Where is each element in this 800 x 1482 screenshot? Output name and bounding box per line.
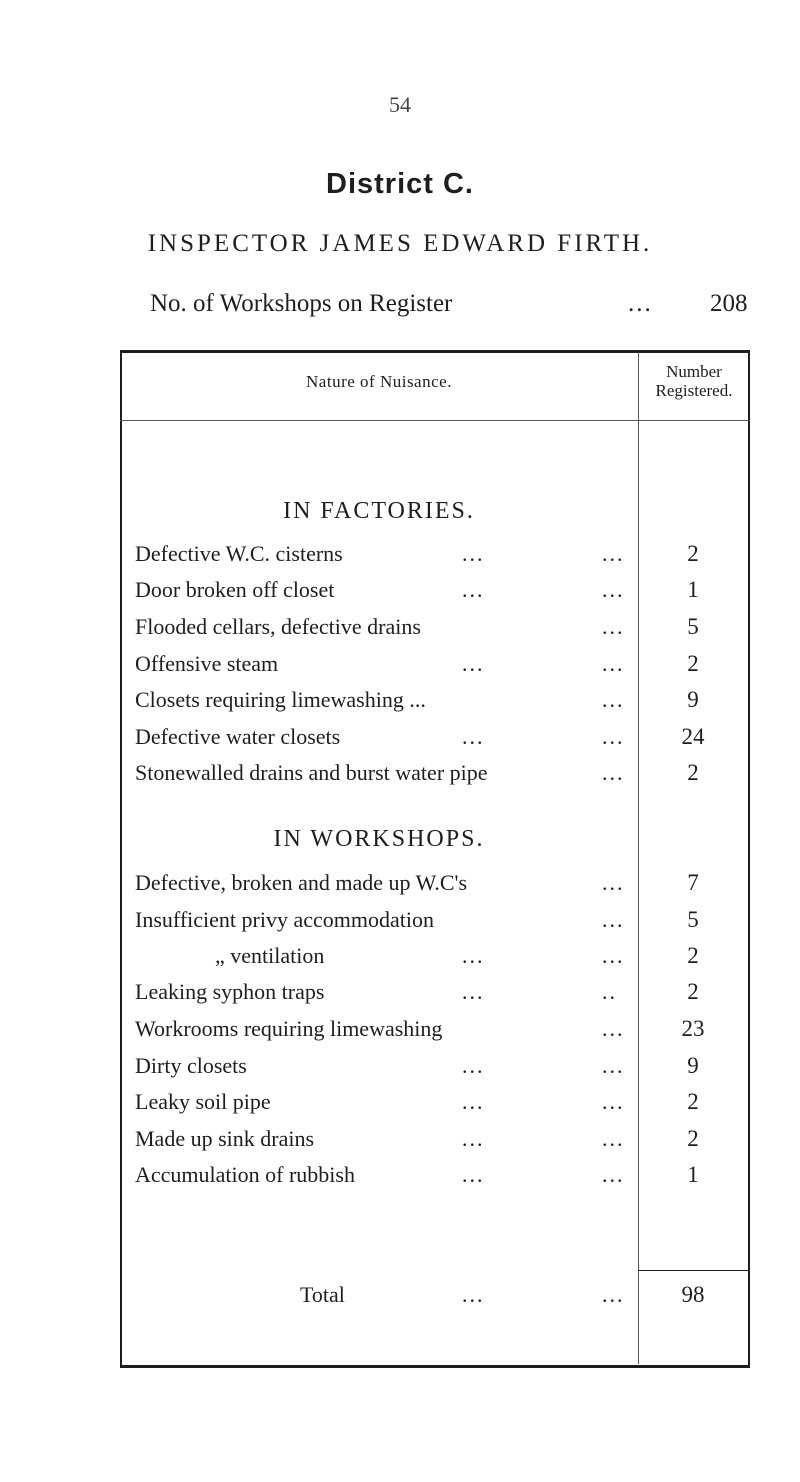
leader-dots: ... <box>602 614 625 639</box>
table-row <box>120 870 750 906</box>
total-value: 98 <box>681 1282 705 1307</box>
nuisance-name: Defective W.C. cisterns <box>135 541 343 566</box>
register-value: 208 <box>710 290 748 317</box>
leader-dots: .. <box>602 979 617 1004</box>
header-separator <box>120 420 750 421</box>
nuisance-name: Defective water closets <box>135 724 341 749</box>
column-header-number-line1: Number <box>666 362 722 381</box>
total-row <box>120 1282 750 1318</box>
leader-dots: ... <box>602 1282 625 1307</box>
page-number: 54 <box>389 92 411 117</box>
nuisance-name: Door broken off closet <box>135 577 335 602</box>
section-title-factories: IN FACTORIES. <box>283 498 475 524</box>
nuisance-count: 5 <box>687 907 699 932</box>
nuisance-name: „ ventilation <box>215 943 325 968</box>
leader-dots: ... <box>602 907 625 932</box>
nuisance-count: 9 <box>687 687 699 712</box>
leader-dots: ... <box>462 1282 485 1307</box>
nuisance-count: 2 <box>687 1089 699 1114</box>
table-row <box>120 1053 750 1089</box>
nuisance-name: Leaky soil pipe <box>135 1089 271 1114</box>
leader-dots: ... <box>462 651 485 676</box>
leader-dots: ... <box>462 1053 485 1078</box>
nuisance-count: 5 <box>687 614 699 639</box>
leader-dots: ... <box>602 1016 625 1041</box>
column-header-nature: Nature of Nuisance. <box>306 372 452 391</box>
nuisance-count: 2 <box>687 943 699 968</box>
leader-dots: ... <box>602 943 625 968</box>
nuisance-name: Closets requiring limewashing ... <box>135 687 426 712</box>
leader-dots: ... <box>602 651 625 676</box>
nuisance-count: 7 <box>687 870 699 895</box>
nuisance-name: Stonewalled drains and burst water pipe <box>135 760 488 785</box>
nuisance-name: Insufficient privy accommodation <box>135 907 434 932</box>
leader-dots: ... <box>602 870 625 895</box>
table-row <box>120 541 750 577</box>
leader-dots: ... <box>602 1126 625 1151</box>
table-row <box>120 687 750 723</box>
nuisance-count: 9 <box>687 1053 699 1078</box>
nuisance-name: Offensive steam <box>135 651 279 676</box>
leader-dots: ... <box>602 760 625 785</box>
table-row <box>120 1089 750 1125</box>
leader-dots: ... <box>462 724 485 749</box>
nuisance-name: Dirty closets <box>135 1053 247 1078</box>
nuisance-name: Flooded cellars, defective drains <box>135 614 421 639</box>
table-right-border <box>748 350 750 1368</box>
table-row <box>120 943 750 979</box>
leader-dots: ... <box>462 541 485 566</box>
nuisance-count: 2 <box>687 1126 699 1151</box>
leader-dots: ... <box>462 1089 485 1114</box>
leader-dots: ... <box>462 979 485 1004</box>
nuisance-count: 23 <box>681 1016 705 1041</box>
leader-dots: ... <box>602 1089 625 1114</box>
table-row <box>120 760 750 796</box>
table-row <box>120 651 750 687</box>
district-title: District C. <box>326 168 474 200</box>
register-label: No. of Workshops on Register <box>150 290 453 317</box>
inspector-name: INSPECTOR JAMES EDWARD FIRTH. <box>147 230 653 257</box>
nuisance-count: 1 <box>687 1162 699 1187</box>
leader-dots: ... <box>602 724 625 749</box>
section-title-workshops: IN WORKSHOPS. <box>273 826 485 852</box>
leader-dots: ... <box>462 577 485 602</box>
leader-dots: ... <box>462 1162 485 1187</box>
column-header-number <box>640 362 748 400</box>
table-row <box>120 724 750 760</box>
leader-dots: ... <box>602 1162 625 1187</box>
nuisance-count: 1 <box>687 577 699 602</box>
leader-dots: ... <box>462 943 485 968</box>
nuisance-name: Defective, broken and made up W.C's <box>135 870 468 895</box>
table-row <box>120 614 750 650</box>
table-top-rule <box>120 350 750 353</box>
column-header-number-line2: Registered. <box>655 381 733 400</box>
nuisance-count: 24 <box>681 724 705 749</box>
leader-dots: ... <box>602 577 625 602</box>
nuisance-count: 2 <box>687 541 699 566</box>
column-divider <box>638 352 639 1364</box>
nuisance-table <box>120 350 750 1368</box>
table-row <box>120 907 750 943</box>
nuisance-count: 2 <box>687 979 699 1004</box>
table-row <box>120 979 750 1015</box>
nuisance-count: 2 <box>687 760 699 785</box>
nuisance-name: Accumulation of rubbish <box>135 1162 355 1187</box>
nuisance-name: Leaking syphon traps <box>135 979 325 1004</box>
leader-dots: ... <box>462 1126 485 1151</box>
leader-dots: ... <box>602 1053 625 1078</box>
table-row <box>120 1162 750 1198</box>
nuisance-name: Workrooms requiring limewashing <box>135 1016 443 1041</box>
leader-dots: ... <box>602 541 625 566</box>
leader-dots: ... <box>602 687 625 712</box>
total-rule <box>638 1270 748 1271</box>
register-dots: ... <box>628 290 653 317</box>
nuisance-count: 2 <box>687 651 699 676</box>
total-label: Total <box>300 1282 345 1307</box>
nuisance-name: Made up sink drains <box>135 1126 315 1151</box>
table-row <box>120 1016 750 1052</box>
table-bottom-rule <box>120 1365 750 1368</box>
table-row <box>120 577 750 613</box>
table-row <box>120 1126 750 1162</box>
